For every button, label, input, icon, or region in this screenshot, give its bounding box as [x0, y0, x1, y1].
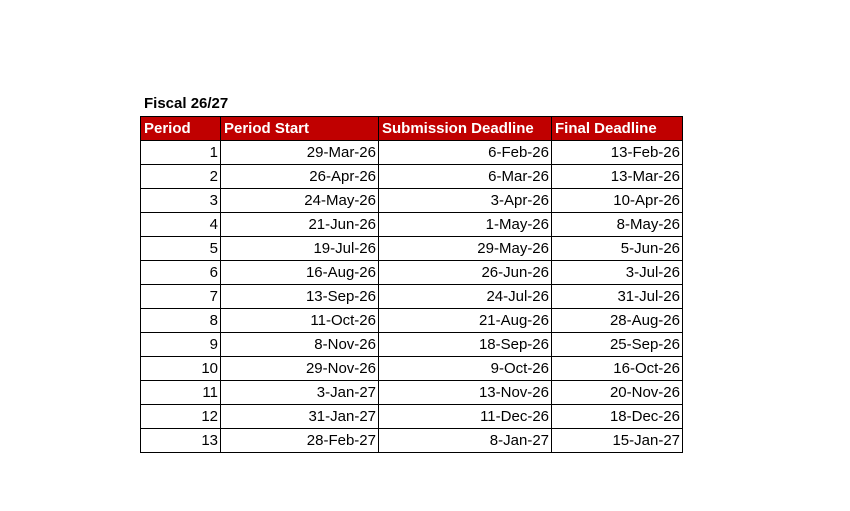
submission-deadline-cell[interactable]: 24-Jul-26 [379, 285, 552, 309]
column-header-period[interactable]: Period [141, 117, 221, 141]
table-row [141, 189, 683, 213]
period-cell[interactable]: 3 [141, 189, 221, 213]
column-header-submission-deadline[interactable]: Submission Deadline [379, 117, 552, 141]
period-cell[interactable]: 12 [141, 405, 221, 429]
period-start-cell[interactable]: 26-Apr-26 [221, 165, 379, 189]
table-row [141, 141, 683, 165]
period-start-cell[interactable]: 29-Mar-26 [221, 141, 379, 165]
final-deadline-cell[interactable]: 18-Dec-26 [552, 405, 683, 429]
period-cell[interactable]: 13 [141, 429, 221, 453]
final-deadline-cell[interactable]: 28-Aug-26 [552, 309, 683, 333]
table-row [141, 261, 683, 285]
period-start-cell[interactable]: 28-Feb-27 [221, 429, 379, 453]
period-start-cell[interactable]: 19-Jul-26 [221, 237, 379, 261]
submission-deadline-cell[interactable]: 21-Aug-26 [379, 309, 552, 333]
final-deadline-cell[interactable]: 25-Sep-26 [552, 333, 683, 357]
table-row [141, 405, 683, 429]
sheet-title: Fiscal 26/27 [144, 95, 229, 112]
final-deadline-cell[interactable]: 13-Feb-26 [552, 141, 683, 165]
period-start-cell[interactable]: 29-Nov-26 [221, 357, 379, 381]
table-row [141, 333, 683, 357]
period-cell[interactable]: 9 [141, 333, 221, 357]
period-cell[interactable]: 5 [141, 237, 221, 261]
table-row [141, 237, 683, 261]
period-start-cell[interactable]: 13-Sep-26 [221, 285, 379, 309]
table-body [141, 141, 683, 453]
column-header-period-start[interactable]: Period Start [221, 117, 379, 141]
submission-deadline-cell[interactable]: 3-Apr-26 [379, 189, 552, 213]
period-start-cell[interactable]: 8-Nov-26 [221, 333, 379, 357]
period-start-cell[interactable]: 31-Jan-27 [221, 405, 379, 429]
submission-deadline-cell[interactable]: 18-Sep-26 [379, 333, 552, 357]
table-row [141, 285, 683, 309]
period-cell[interactable]: 8 [141, 309, 221, 333]
period-start-cell[interactable]: 3-Jan-27 [221, 381, 379, 405]
table-row [141, 429, 683, 453]
final-deadline-cell[interactable]: 20-Nov-26 [552, 381, 683, 405]
period-cell[interactable]: 1 [141, 141, 221, 165]
table-row [141, 381, 683, 405]
period-cell[interactable]: 6 [141, 261, 221, 285]
table-row [141, 357, 683, 381]
submission-deadline-cell[interactable]: 1-May-26 [379, 213, 552, 237]
period-start-cell[interactable]: 24-May-26 [221, 189, 379, 213]
submission-deadline-cell[interactable]: 9-Oct-26 [379, 357, 552, 381]
submission-deadline-cell[interactable]: 6-Mar-26 [379, 165, 552, 189]
final-deadline-cell[interactable]: 5-Jun-26 [552, 237, 683, 261]
period-start-cell[interactable]: 16-Aug-26 [221, 261, 379, 285]
table-header [141, 117, 683, 141]
table-row [141, 213, 683, 237]
period-start-cell[interactable]: 21-Jun-26 [221, 213, 379, 237]
period-cell[interactable]: 7 [141, 285, 221, 309]
submission-deadline-cell[interactable]: 6-Feb-26 [379, 141, 552, 165]
submission-deadline-cell[interactable]: 26-Jun-26 [379, 261, 552, 285]
final-deadline-cell[interactable]: 31-Jul-26 [552, 285, 683, 309]
fiscal-schedule-table [140, 116, 683, 453]
header-row [141, 117, 683, 141]
final-deadline-cell[interactable]: 15-Jan-27 [552, 429, 683, 453]
submission-deadline-cell[interactable]: 13-Nov-26 [379, 381, 552, 405]
period-cell[interactable]: 10 [141, 357, 221, 381]
submission-deadline-cell[interactable]: 8-Jan-27 [379, 429, 552, 453]
submission-deadline-cell[interactable]: 11-Dec-26 [379, 405, 552, 429]
column-header-final-deadline[interactable]: Final Deadline [552, 117, 683, 141]
period-cell[interactable]: 11 [141, 381, 221, 405]
final-deadline-cell[interactable]: 13-Mar-26 [552, 165, 683, 189]
period-cell[interactable]: 2 [141, 165, 221, 189]
table-row [141, 309, 683, 333]
final-deadline-cell[interactable]: 3-Jul-26 [552, 261, 683, 285]
final-deadline-cell[interactable]: 8-May-26 [552, 213, 683, 237]
period-start-cell[interactable]: 11-Oct-26 [221, 309, 379, 333]
final-deadline-cell[interactable]: 10-Apr-26 [552, 189, 683, 213]
final-deadline-cell[interactable]: 16-Oct-26 [552, 357, 683, 381]
period-cell[interactable]: 4 [141, 213, 221, 237]
table-row [141, 165, 683, 189]
submission-deadline-cell[interactable]: 29-May-26 [379, 237, 552, 261]
